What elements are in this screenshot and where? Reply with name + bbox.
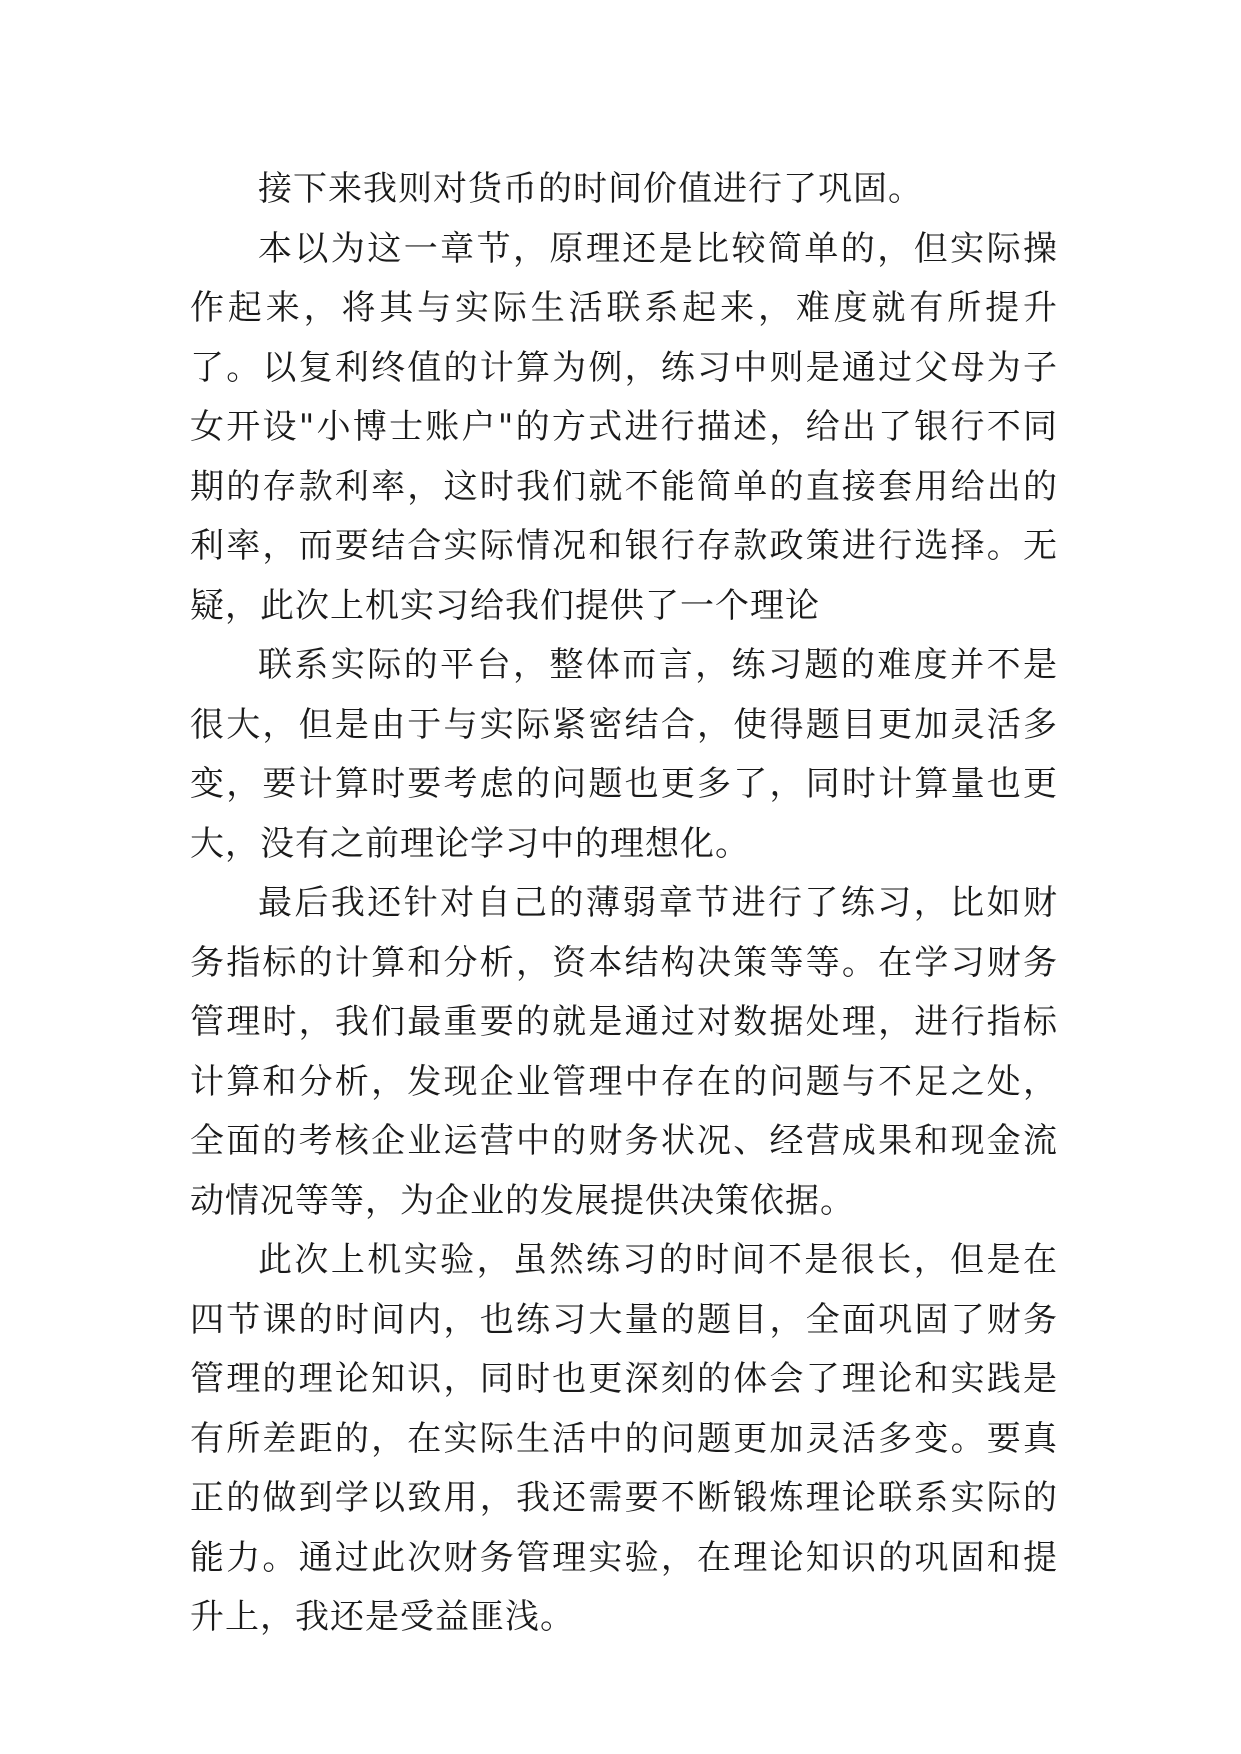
paragraph-5: 此次上机实验，虽然练习的时间不是很长，但是在四节课的时间内，也练习大量的题目，全面巩固了财务管理的理论知识，同时也更深刻的体会了理论和实践是有所差距的，在实际生活中的问题更加灵活多变。要真正的做到学以致用，我还需要不断锻炼理论联系实际的能力。通过此次财务管理实验，在理论知识的巩固和提升上，我还是受益匪浅。 [190, 1240, 1058, 1637]
paragraph-1: 接下来我则对货币的时间价值进行了巩固。 [258, 169, 923, 209]
paragraph-3: 联系实际的平台，整体而言，练习题的难度并不是很大，但是由于与实际紧密结合，使得题目更加灵活多变，要计算时要考虑的问题也更多了，同时计算量也更大，没有之前理论学习中的理想化。 [190, 645, 1058, 864]
document-page [190, 160, 1058, 1648]
paragraph-4: 最后我还针对自己的薄弱章节进行了练习，比如财务指标的计算和分析，资本结构决策等等。在学习财务管理时，我们最重要的就是通过对数据处理，进行指标计算和分析，发现企业管理中存在的问题与不足之处，全面的考核企业运营中的财务状况、经营成果和现金流动情况等等，为企业的发展提供决策依据。 [190, 883, 1058, 1221]
paragraph-2: 本以为这一章节，原理还是比较简单的，但实际操作起来，将其与实际生活联系起来，难度就有所提升了。以复利终值的计算为例，练习中则是通过父母为子女开设"小博士账户"的方式进行描述，给出了银行不同期的存款利率，这时我们就不能简单的直接套用给出的利率，而要结合实际情况和银行存款政策进行选择。无疑，此次上机实习给我们提供了一个理论 [190, 228, 1058, 626]
